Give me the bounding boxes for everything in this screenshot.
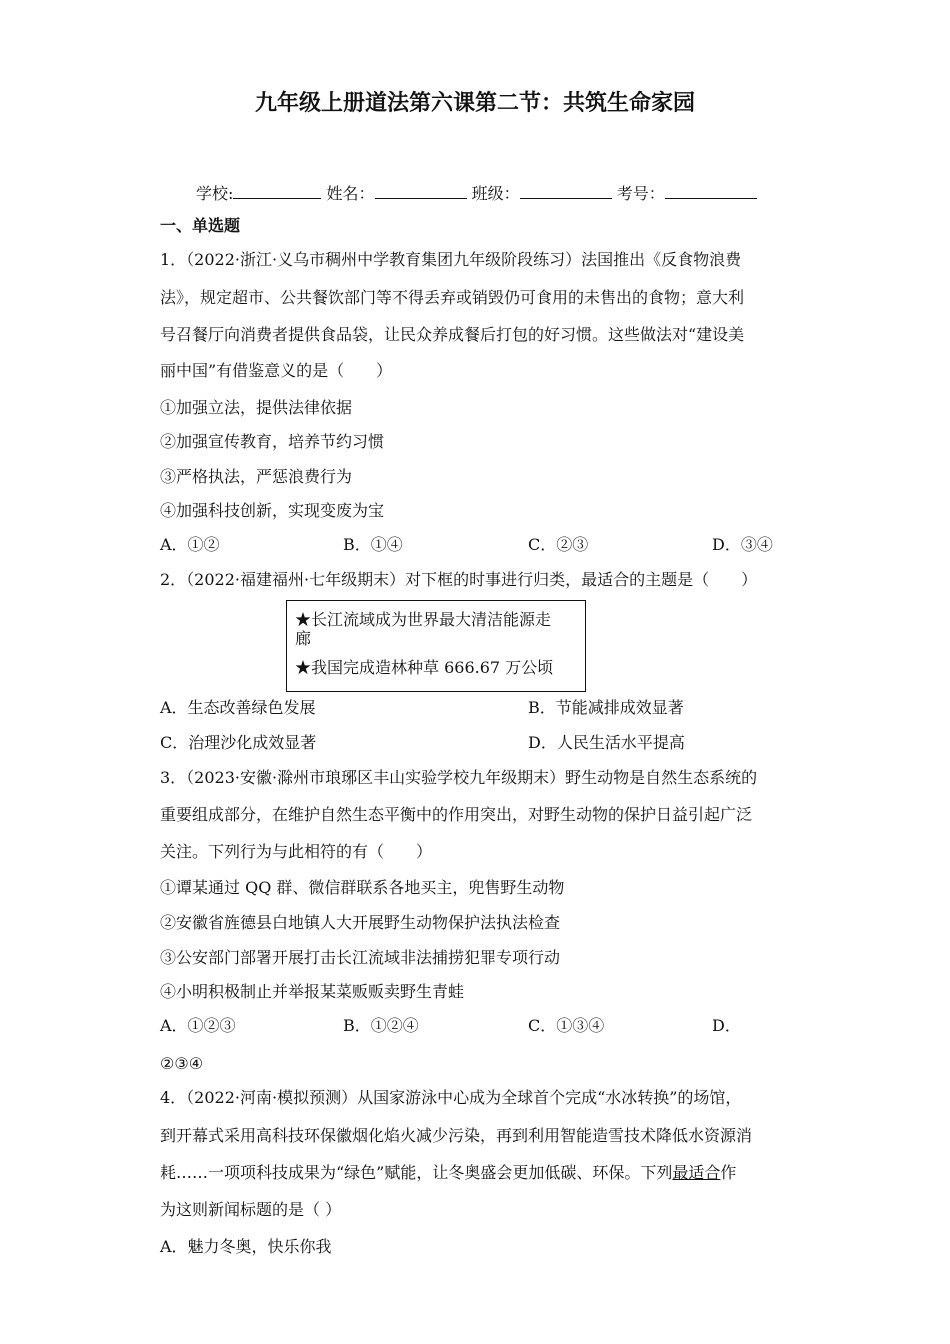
q2-stem: 2．（2022·福建福州·七年级期末）对下框的时事进行归类，最适合的主题是（ ）: [160, 570, 758, 589]
q4-option-a[interactable]: A．魅力冬奥，快乐你我: [160, 1237, 332, 1256]
q1-item: ③严格执法，严惩浪费行为: [160, 467, 353, 486]
q1-item: ②加强宣传教育，培养节约习惯: [160, 432, 385, 451]
q1-option-c[interactable]: C．②③: [528, 535, 589, 554]
school-label: 学校:: [196, 184, 234, 203]
name-blank[interactable]: [375, 184, 467, 199]
q2-box-line: ★长江流域成为世界最大清洁能源走: [295, 610, 552, 629]
q1-line: 号召餐厅向消费者提供食品袋，让民众养成餐后打包的好习惯。这些做法对“建设美: [160, 325, 745, 344]
q1-line: 法》，规定超市、公共餐饮部门等不得丢弃或销毁仍可食用的未售出的食物；意大利: [160, 288, 745, 307]
q2-option-b[interactable]: B．节能减排成效显著: [528, 698, 684, 717]
exam-no-label: 考号：: [616, 184, 665, 203]
q3-option-b[interactable]: B．①②④: [343, 1016, 419, 1035]
name-label: 姓名：: [326, 184, 375, 203]
q3-line: 重要组成部分，在维护自然生态平衡中的作用突出，对野生动物的保护日益引起广泛: [160, 805, 753, 824]
school-blank[interactable]: [233, 184, 321, 199]
q3-item: ②安徽省旌德县白地镇人大开展野生动物保护法执法检查: [160, 913, 561, 932]
class-label: 班级：: [471, 184, 520, 203]
q4-line: 4．（2022·河南·模拟预测）从国家游泳中心成为全球首个完成“水冰转换”的场馆，: [160, 1088, 742, 1107]
q1-option-b[interactable]: B．①④: [343, 535, 403, 554]
q2-option-d[interactable]: D．人民生活水平提高: [528, 733, 685, 752]
class-blank[interactable]: [520, 184, 612, 199]
section-heading: 一、单选题: [160, 216, 241, 235]
q3-line: 3．（2023·安徽·滁州市琅琊区丰山实验学校九年级期末）野生动物是自然生态系统的: [160, 768, 758, 787]
q3-option-c[interactable]: C．①③④: [528, 1016, 605, 1035]
q2-news-box: [286, 600, 586, 692]
q3-item: ①谭某通过 QQ 群、微信群联系各地买主，兜售野生动物: [160, 878, 565, 897]
q1-option-d[interactable]: D．③④: [712, 535, 773, 554]
q4-underlined-text: 最适合: [672, 1163, 721, 1182]
q3-line: 关注。下列行为与此相符的有（ ）: [160, 842, 433, 861]
q4-line: 到开幕式采用高科技环保徽烟化焰火减少污染，再到利用智能造雪技术降低水资源消: [160, 1126, 753, 1145]
q2-box-line: 廊: [295, 629, 312, 648]
q3-item: ④小明积极制止并举报某菜贩贩卖野生青蛙: [160, 982, 465, 1001]
q4-line-tail: 作: [720, 1163, 737, 1182]
q2-box-line: ★我国完成造林种草 666.67 万公顷: [295, 658, 554, 677]
exam-no-blank[interactable]: [665, 184, 757, 199]
q1-option-a[interactable]: A．①②: [160, 535, 220, 554]
student-info-row: [196, 181, 757, 204]
q3-option-a[interactable]: A．①②③: [160, 1016, 236, 1035]
q4-line: [160, 1163, 736, 1183]
q1-item: ④加强科技创新，实现变废为宝: [160, 501, 385, 520]
q1-line: 丽中国”有借鉴意义的是（ ）: [160, 361, 393, 380]
q1-item: ①加强立法，提供法律依据: [160, 398, 353, 417]
q4-line-text: 耗……一项项科技成果为“绿色”赋能，让冬奥盛会更加低碳、环保。下列: [160, 1163, 673, 1182]
q2-option-c[interactable]: C．治理沙化成效显著: [160, 733, 317, 752]
q3-option-d-content[interactable]: ②③④: [160, 1054, 204, 1073]
q3-item: ③公安部门部署开展打击长江流域非法捕捞犯罪专项行动: [160, 948, 561, 967]
q4-line: 为这则新闻标题的是（ ）: [160, 1200, 342, 1219]
page-title: 九年级上册道法第六课第二节：共筑生命家园: [254, 91, 695, 116]
q3-option-d[interactable]: D．: [712, 1016, 741, 1035]
q2-option-a[interactable]: A．生态改善绿色发展: [160, 698, 316, 717]
q1-line: 1．（2022·浙江·义乌市稠州中学教育集团九年级阶段练习）法国推出《反食物浪费: [160, 250, 742, 269]
